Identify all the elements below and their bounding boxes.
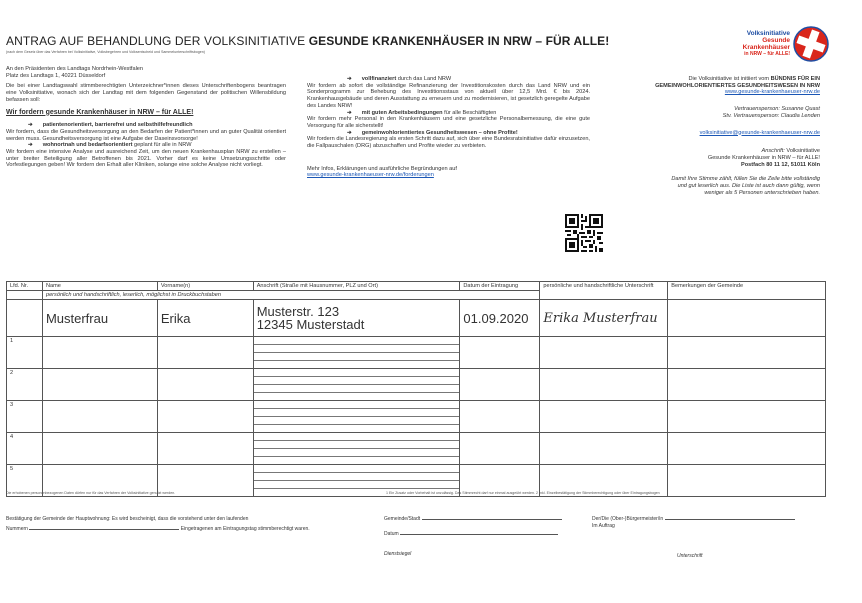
date-cell[interactable] [460,401,540,433]
demand-5-heading: ➔ gemeinwohlorientiertes Gesundheitswesen – ohne Profite! [347,129,518,136]
intro-column [6,66,286,169]
address-label: Anschrift: [761,148,787,155]
name-cell[interactable] [42,433,157,465]
signature-cell[interactable] [540,433,668,465]
initiator-text: Die Volksinitiative ist initiiert vom BÜNDNIS FÜR EIN GEMEINWOHLORIENTIERTES GESUNDHEITSWESEN IN NRW [655,76,820,89]
demand-3-text: Wir fordern ab sofort die vollständige Refinanzierung der Investitionskosten durch das Land NRW und ein Sonderprogramm zur Behebung des Investitionsstaus von aktuell über 12,5 Mrd. € bis 2024. Krankenhausgebäude und deren Ausstattung zu erneuern und zu modernisieren, ist gesetzlich geregelte Aufgabe des Landes NRW! [307,82,590,109]
address-line-2: Platz des Landtags 1, 40221 Düsseldorf [6,72,106,79]
document-title: ANTRAG AUF BEHANDLUNG DER VOLKSINITIATIVE GESUNDE KRANKENHÄUSER IN NRW – FÜR ALLE! [6,34,610,48]
col-header-datum: Datum der Eintragung [460,282,540,291]
postal-address-3: Postfach 80 11 12, 51011 Köln [741,161,820,168]
address-line-1: An den Präsidenten des Landtags Nordrhein-Westfalen [6,66,144,72]
col-header-vorname: Vorname(n) [157,282,253,291]
date-cell[interactable] [460,369,540,401]
table-row [7,369,826,401]
col-header-unterschrift: persönliche und handschriftliche Unterschrift [540,282,668,300]
demands-column [307,76,590,179]
row-number: 5 [7,465,43,497]
date-field[interactable] [400,534,558,535]
remarks-cell [668,465,826,497]
row-number: 1 [7,337,43,369]
vorname-cell[interactable] [157,369,253,401]
address-cell[interactable] [253,337,460,369]
name-cell[interactable] [42,337,157,369]
table-row [7,401,826,433]
forderungen-link[interactable]: www.gesunde-krankenhaeuser-nrw.de/forderungen [307,172,434,179]
footnotes: 1 Ein Zusatz oder Vorbehalt ist unzulässig. Das Stimmrecht darf nur einmal ausgeübt werden. 2 Inkl. Einzelbestätigung der Stimmberechtigung oder über Eintragungsbogen [386,491,660,495]
validity-note: Damit Ihre Stimme zählt, füllen Sie die Zeile bitte vollständig und gut leserlich aus. Die Liste ist auch dann gültig, wenn weniger als 5 Personen unterschrieben haben. [671,176,820,196]
table-header-row [7,282,826,291]
qr-code-icon[interactable] [565,214,603,252]
row-number: 4 [7,433,43,465]
demand-5-text: Wir fordern die Landesregierung als ersten Schritt dazu auf, sich über eine Bundesratsinitiative dafür einzusetzen, die Fallpauschalen (DRG) abzuschaffen und Profite wieder zu verbieten. [307,136,590,150]
example-signature: Erika Musterfrau [540,300,668,337]
mayor-field[interactable] [665,519,795,520]
address-cell[interactable] [253,401,460,433]
table-row-example [7,300,826,337]
intro-text: Die bei einer Landtagswahl stimmberechtigten Unterzeichner*innen dieses Unterschriftenbogens beantragen eine Volksinitiative, wonach sich der Landtag mit dem folgenden Gegenstand der politischen Willensbildung befassen soll: [6,83,286,103]
signature-cell[interactable] [540,337,668,369]
example-address: Musterstr. 123 12345 Musterstadt [253,300,460,337]
demand-4-text: Wir fordern mehr Personal in den Krankenhäusern und eine gesetzliche Personalbemessung, die eine gute Versorgung für alle sicherstellt! [307,116,590,129]
deputy-trustee: Stv. Vertrauensperson: Claudia Lenden [722,112,820,119]
vorname-cell[interactable] [157,433,253,465]
document-subtitle: (nach dem Gesetz über das Verfahren bei Volksinitiative, Volksbegehren und Volksentscheid und Sammelunterschriftsbogen) [6,50,205,54]
mayor-fields: Der/Die (Ober-)Bürgermeister/in Im Auftrag Unterschrift [592,516,832,560]
col-header-anschrift: Anschrift (Straße mit Hausnummer, PLZ und Ort) [253,282,460,291]
example-vorname: Erika [157,300,253,337]
postal-address-2: Gesunde Krankenhäuser in NRW – für ALLE! [707,154,820,161]
col-header-bemerkungen: Bemerkungen der Gemeinde [668,282,826,300]
vorname-cell[interactable] [157,401,253,433]
main-demand-heading: Wir fordern gesunde Krankenhäuser in NRW – für ALLE! [6,108,194,116]
municipality-fields: Gemeinde/Stadt Datum Dienstsiegel [384,516,584,558]
demand-2-text: Wir fordern eine intensive Analyse und ausreichend Zeit, um den neuen Krankenhausplan NRW zu erstellen – unter breiter Beteiligung aller Betroffenen bis 2021. Vorher darf es keine Umsetzungsschritte oder Vorfestlegungen geben! Wir fordern den Erhalt aller Kliniken, solange eine solche Analyse nicht vorliegt. [6,149,286,169]
data-protection-note: Die erhobenen personenbezogenen Daten dürfen nur für das Verfahren der Volksinitiative genutzt werden. [6,491,176,495]
fill-hint: persönlich und handschriftlich, leserlich, möglichst in Druckbuchstaben [42,291,539,300]
signature-table [6,281,826,497]
address-cell[interactable] [253,433,460,465]
demand-2-heading: ➔ wohnortnah und bedarfsorientiert geplant für alle in NRW [28,142,192,149]
municipality-field[interactable] [422,519,562,520]
row-number: 3 [7,401,43,433]
more-info-text: Mehr Infos, Erklärungen und ausführliche Begründungen auf [307,165,457,172]
example-name: Musterfrau [42,300,157,337]
hospital-cross-icon [792,24,830,66]
col-header-name: Name [42,282,157,291]
vorname-cell[interactable] [157,337,253,369]
initiator-column [640,76,820,196]
demand-3-heading: ➔ vollfinanziert durch das Land NRW [347,76,452,82]
address-cell[interactable] [253,369,460,401]
remarks-cell [668,401,826,433]
table-row [7,337,826,369]
date-cell[interactable] [460,337,540,369]
remarks-cell [668,369,826,401]
row-number: 2 [7,369,43,401]
name-cell[interactable] [42,401,157,433]
demand-4-heading: ➔ mit guten Arbeitsbedingungen für alle Beschäftigten [347,109,497,116]
numbers-field[interactable] [29,529,179,530]
remarks-cell [668,433,826,465]
postal-address-1: Volksinitiative [786,148,820,155]
demand-1-heading: ➔ patientenorientiert, barrierefrei und selbsthilfefreundlich [28,122,193,129]
seal-label: Dienstsiegel [384,551,412,558]
signature-cell[interactable] [540,369,668,401]
demand-1-text: Wir fordern, dass die Gesundheitsversorgung an den Bedarfen der Patient*innen und an guter Qualität orientiert werden muss. Gesundheitsversorgung ist eine Aufgabe der Daseinsvorsorge! [6,128,286,142]
signature-label: Unterschrift [677,553,703,560]
signature-cell[interactable] [540,401,668,433]
email-link[interactable]: volksinitiative@gesunde-krankenhaeuser-nrw.de [699,129,820,136]
website-link[interactable]: www.gesunde-krankenhaeuser-nrw.de [724,89,820,96]
example-date: 01.09.2020 [460,300,540,337]
table-row [7,433,826,465]
municipality-confirmation: Bestätigung der Gemeinde der Hauptwohnung: Es wird bescheinigt, dass die vorstehend unter den laufenden Nummern Eingetragenen am Eintragungstag stimmberechtigt waren. [6,516,310,532]
date-cell[interactable] [460,433,540,465]
remarks-cell [668,337,826,369]
volksinitiative-logo: Volksinitiative Gesunde Krankenhäuser in NRW – für ALLE! [726,22,830,86]
name-cell[interactable] [42,369,157,401]
trustee: Vertrauensperson: Susanne Quast [734,106,820,113]
col-header-nr: Lfd. Nr. [7,282,43,291]
